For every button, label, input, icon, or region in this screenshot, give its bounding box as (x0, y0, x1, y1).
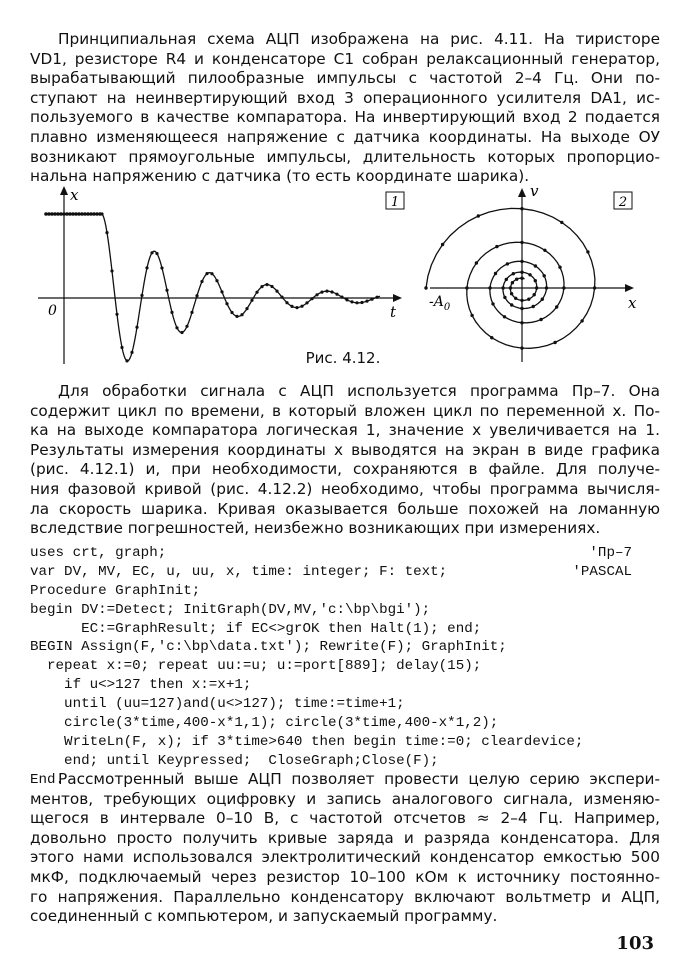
paragraph-experiments (30, 770, 660, 927)
spiral-point (533, 293, 536, 296)
spiral-point (515, 278, 518, 281)
text-line: го напряжения. Параллельно конденсатору включают вольтметр и АЦП, (30, 887, 660, 906)
oscillation-point (160, 266, 163, 269)
panel-number-1: 1 (390, 195, 400, 210)
oscillation-point (165, 289, 168, 292)
oscillation-point (305, 301, 308, 304)
oscillation-point (175, 326, 178, 329)
oscillation-point (320, 291, 323, 294)
oscillation-point (360, 301, 363, 304)
code-line: var DV, MV, EC, u, uu, x, time: integer; F: text; 'PASCAL (30, 563, 632, 580)
spiral-point (512, 272, 515, 275)
oscillation-point (295, 306, 298, 309)
spiral-point (558, 266, 561, 269)
spiral-point (535, 286, 538, 289)
spiral-point (532, 305, 535, 308)
oscillation-point (110, 269, 113, 272)
oscillation-point (325, 290, 328, 293)
oscillation-point (290, 305, 293, 308)
spiral-point (491, 302, 494, 305)
text-line: довольно просто получить кривые заряда и разряда конденсатора. Для (30, 828, 660, 847)
oscillation-point (230, 311, 233, 314)
spiral-point (520, 307, 523, 310)
spiral-point (580, 319, 583, 322)
code-line: uses crt, graph; 'Пр–7 (30, 545, 632, 561)
spiral-point (503, 296, 506, 299)
code-line: WriteLn(F, x); if 3*time>640 then begin time:=0; cleardevice; (30, 733, 584, 750)
oscillation-point (210, 272, 213, 275)
text-line: соединенный с компьютером, и запускаемый программу. (30, 907, 498, 926)
spiral-point (543, 249, 546, 252)
oscillation-point (235, 315, 238, 318)
code-line: BEGIN Assign(F,'c:\bp\data.txt'); Rewrite(F); GraphInit; (30, 639, 507, 656)
spiral-point (490, 336, 493, 339)
oscillation-point (375, 296, 378, 299)
right-y-axis-arrow (518, 188, 526, 197)
oscillation-point (225, 302, 228, 305)
spiral-point (520, 277, 523, 280)
spiral-point (534, 279, 537, 282)
code-line: Procedure GraphInit; (30, 582, 201, 599)
figure-caption: Рис. 4.12. (305, 349, 381, 367)
oscillation-point (100, 212, 103, 215)
oscillation-point (315, 293, 318, 296)
code-line: until (uu=127)and(u<>127); time:=time+1; (30, 696, 405, 713)
oscillation-point (240, 313, 243, 316)
oscillation-point (205, 272, 208, 275)
text-line: ла скорость шарика. Кривая оказывается больше похожей на ломанную (30, 499, 660, 518)
text-line: ка на выходе компаратора логическая 1, значение x увеличивается на 1. (30, 421, 660, 440)
code-comment-program-id: 'Пр–7 (589, 545, 632, 561)
right-x-label: x (628, 294, 637, 312)
oscillation-point (155, 252, 158, 255)
spiral-point (495, 245, 498, 248)
right-x-axis-arrow (625, 284, 634, 292)
paragraph-adc-description (30, 30, 660, 187)
oscillation-point (250, 299, 253, 302)
spiral-point (539, 318, 542, 321)
oscillation-point (150, 251, 153, 254)
spiral-point (488, 286, 491, 289)
oscillation-point (200, 280, 203, 283)
oscillation-point (190, 311, 193, 314)
spiral-point (528, 273, 531, 276)
spiral-point (475, 261, 478, 264)
spiral-point (555, 305, 558, 308)
spiral-point (560, 221, 563, 224)
text-line: Для обработки сигнала с АЦП используется программа Пр–7. Она (58, 382, 660, 400)
code-line: end; until Keypressed; CloseGraph;Close(F); (30, 752, 439, 769)
oscillation-point (350, 300, 353, 303)
spiral-point (527, 298, 530, 301)
pascal-code-listing (30, 544, 660, 790)
code-line: End. (30, 771, 65, 788)
oscillation-point (135, 326, 138, 329)
text-line: Принципиальная схема АЦП изображена на рис. 4.11. На тиристоре (58, 30, 660, 48)
text-line: нальна напряжению с датчика (то есть координате шарика). (30, 167, 530, 186)
oscillation-point (115, 313, 118, 316)
oscillation-point (255, 291, 258, 294)
oscillation-point (340, 296, 343, 299)
code-line: if u<>127 then x:=x+1; (30, 677, 252, 694)
oscillation-point (270, 285, 273, 288)
figure-4-12 (30, 182, 660, 367)
text-line: Рассмотренный выше АЦП позволяет провести целую серию экспери- (58, 770, 660, 788)
oscillation-point (145, 266, 148, 269)
text-line: мкФ, подключаемый через резистор 10–100 кОм к источнику постоянно- (30, 867, 660, 886)
spiral-point (553, 341, 556, 344)
left-origin-label: 0 (48, 303, 57, 319)
oscillation-point (370, 298, 373, 301)
spiral-point (441, 243, 444, 246)
oscillation-point (335, 293, 338, 296)
left-x-label: t (390, 303, 397, 321)
spiral-point (586, 250, 589, 253)
text-line: вырабатывающий пилообразные импульсы с частотой 2–4 Гц. Они по- (30, 69, 660, 88)
spiral-point (506, 262, 509, 265)
spiral-point (477, 214, 480, 217)
spiral-point (541, 298, 544, 301)
oscillation-point (215, 279, 218, 282)
text-line: щегося в интервале 0–10 В, с частотой отсчетов ≈ 2–4 Гц. Например, (30, 809, 660, 828)
spiral-point (501, 286, 504, 289)
damped-oscillation-plot (38, 186, 404, 364)
oscillation-point (330, 290, 333, 293)
spiral-point (503, 315, 506, 318)
oscillation-point (265, 283, 268, 286)
oscillation-point (220, 290, 223, 293)
oscillation-point (140, 294, 143, 297)
text-line: ментов, требующих оцифровку и запись аналогового сигнала, изменяю- (30, 789, 660, 808)
oscillation-point (285, 301, 288, 304)
spiral-point (465, 286, 468, 289)
oscillation-point (170, 311, 173, 314)
text-line: ступают на неинвертирующий вход 3 операционного усилителя DA1, ис- (30, 88, 660, 107)
text-line: пользуемого в качестве компаратора. На инвертирующий вход 2 подается (30, 108, 660, 127)
oscillation-curve (44, 212, 380, 362)
oscillation-point (355, 301, 358, 304)
left-y-label: x (70, 186, 79, 204)
spiral-point (545, 286, 548, 289)
code-line: circle(3*time,400-x*1,1); circle(3*time,400-x*1,2); (30, 715, 499, 732)
oscillation-point (310, 297, 313, 300)
oscillation-point (185, 325, 188, 328)
oscillation-point (245, 307, 248, 310)
spiral-point (510, 303, 513, 306)
spiral-point (520, 271, 523, 274)
paragraph-program-description (30, 382, 660, 539)
text-line: плавно изменяющееся напряжение с датчика координаты. На выходе ОУ (30, 127, 660, 146)
spiral-point (520, 260, 523, 263)
spiral-point (494, 272, 497, 275)
text-line: VD1, резисторе R4 и конденсаторе C1 собран релаксационный генератор, (30, 49, 660, 68)
phase-portrait-plot (424, 182, 637, 362)
oscillation-point (180, 331, 183, 334)
oscillation-point (280, 296, 283, 299)
panel-number-2: 2 (618, 195, 628, 210)
spiral-point (514, 297, 517, 300)
spiral-point (543, 274, 546, 277)
spiral-point (509, 286, 512, 289)
oscillation-point (365, 300, 368, 303)
right-y-label: v (530, 182, 539, 200)
text-line: (рис. 4.12.1) и, при необходимости, сохраняются в файле. Для получе- (30, 460, 660, 479)
oscillation-point (260, 285, 263, 288)
oscillation-point (195, 294, 198, 297)
oscillation-point (300, 305, 303, 308)
spiral-point (534, 264, 537, 267)
spiral-point (505, 278, 508, 281)
oscillation-point (275, 290, 278, 293)
spiral-point (593, 286, 596, 289)
text-line: содержит цикл по времени, в который вложен цикл по переменной x. По- (30, 401, 660, 420)
oscillation-point (345, 298, 348, 301)
spiral-point (562, 286, 565, 289)
spiral-point (520, 321, 523, 324)
text-line: этого нами использовался электролитический конденсатор емкостью 500 (30, 848, 660, 867)
text-line: возникают прямоугольные импульсы, длительность которых пропорцио- (30, 147, 660, 166)
code-line: begin DV:=Detect; InitGraph(DV,MV,'c:\bp\bgi'); (30, 601, 431, 618)
spiral-point (424, 286, 427, 289)
code-comment-language: 'PASCAL (572, 563, 632, 580)
spiral-point (520, 299, 523, 302)
code-line: EC:=GraphResult; if EC<>grOK then Halt(1); end; (30, 620, 482, 637)
amplitude-label: $-A_0$ (429, 294, 451, 313)
spiral-line (426, 208, 595, 348)
text-line: вследствие погрешностей, неизбежно возникающих при измерениях. (30, 519, 601, 538)
code-line: repeat x:=0; repeat uu:=u; u:=port[889]; delay(15); (30, 658, 482, 675)
left-y-axis-arrow (60, 186, 68, 195)
spiral-point (510, 292, 513, 295)
spiral-point (511, 281, 514, 284)
oscillation-line (46, 214, 380, 361)
spiral-point (520, 207, 523, 210)
text-line: Результаты измерения координаты x выводятся на экран в виде графика (30, 440, 660, 459)
spiral-point (520, 241, 523, 244)
text-line: ния фазовой кривой (рис. 4.12.2) необходимо, чтобы программа вычисля- (30, 479, 660, 498)
spiral-point (470, 314, 473, 317)
left-x-axis-arrow (393, 294, 402, 302)
oscillation-point (105, 231, 108, 234)
page-number: 103 (616, 933, 654, 954)
phase-spiral-curve (424, 207, 596, 350)
